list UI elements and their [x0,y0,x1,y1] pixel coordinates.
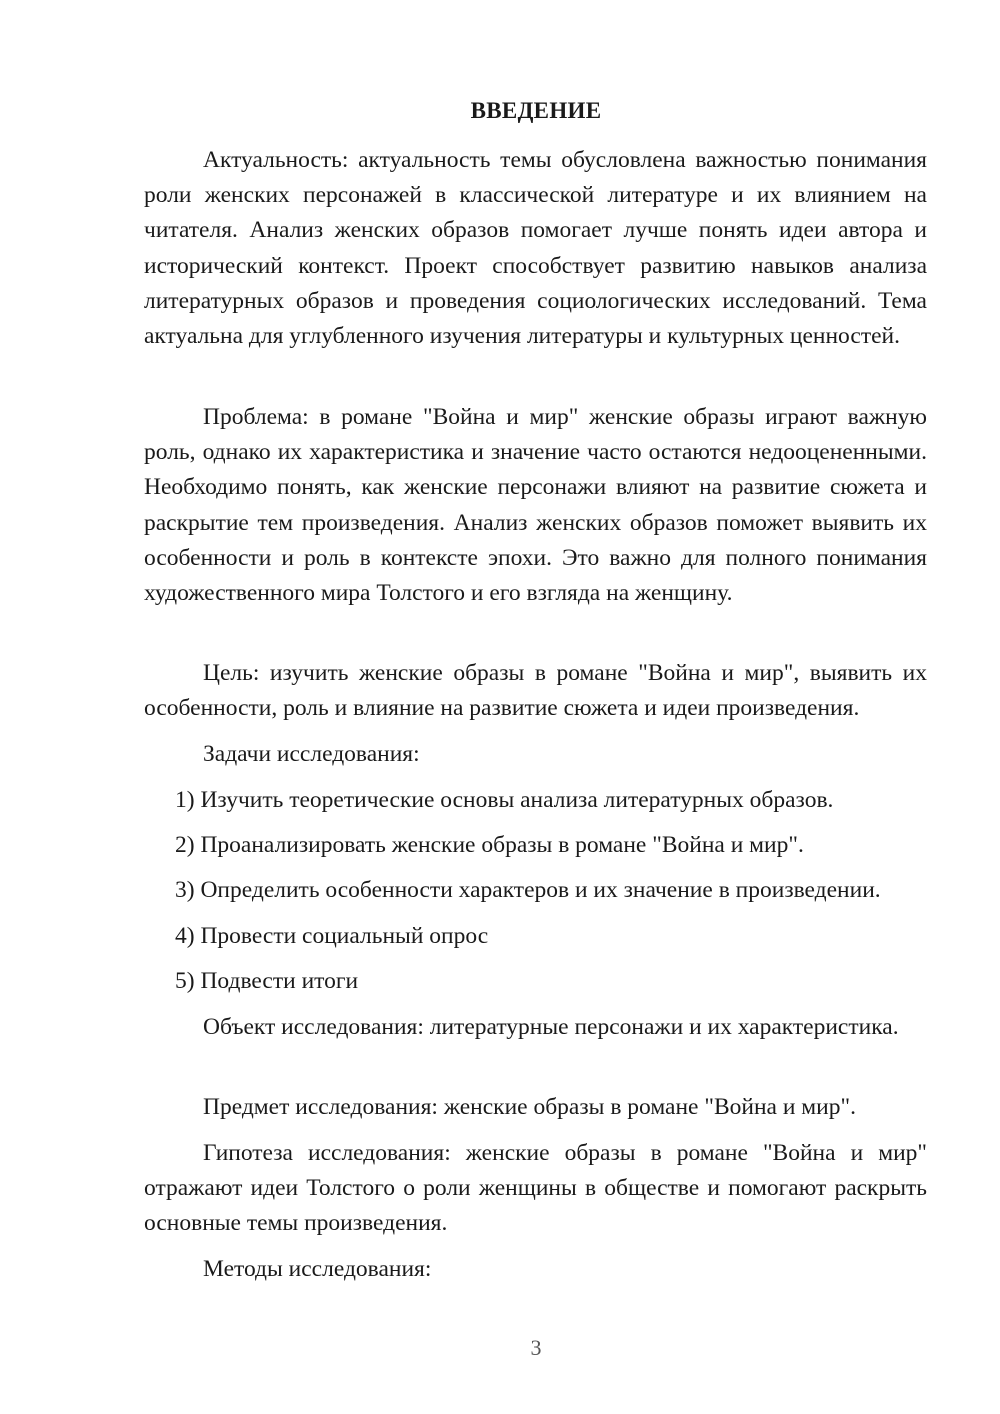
task-item-5: 5) Подвести итоги [175,968,359,994]
task-item-4: 4) Провести социальный опрос [175,923,489,949]
hypothesis-paragraph: Гипотеза исследования: женские образы в романе "Война и мир" отражают идеи Толстого о роли женщины в обществе и помогают раскрыть основные темы произведения. [144,1140,927,1237]
task-item-1: 1) Изучить теоретические основы анализа литературных образов. [175,787,834,813]
page-title: ВВЕДЕНИЕ [470,98,602,123]
subject-paragraph: Предмет исследования: женские образы в романе "Война и мир". [203,1094,856,1120]
task-item-3: 3) Определить особенности характеров и их значение в произведении. [175,877,881,903]
relevance-paragraph: Актуальность: актуальность темы обусловлена важностью понимания роли женских персонажей в классической литературе и их влиянием на читателя. Анализ женских образов помогает лучше понять идеи автора и исторический контекст. Проект способствует развитию навыков анализа литературных образов и проведения социологических исследований. Тема актуальна для углубленного изучения литературы и культурных ценностей. [144,147,927,350]
methods-heading: Методы исследования: [203,1256,432,1282]
task-item-2: 2) Проанализировать женские образы в романе "Война и мир". [175,832,804,858]
page-number: 3 [530,1335,542,1360]
problem-paragraph: Проблема: в романе "Война и мир" женские образы играют важную роль, однако их характеристика и значение часто остаются недооцененными. Необходимо понять, как женские персонажи влияют на развитие сюжета и раскрытие тем произведения. Анализ женских образов поможет выявить их особенности и роль в контексте эпохи. Это важно для полного понимания художественного мира Толстого и его взгляда на женщину. [144,404,927,607]
goal-paragraph: Цель: изучить женские образы в романе "Война и мир", выявить их особенности, роль и влияние на развитие сюжета и идеи произведения. [144,660,927,722]
object-paragraph: Объект исследования: литературные персонажи и их характеристика. [203,1014,899,1040]
tasks-heading: Задачи исследования: [203,741,420,767]
